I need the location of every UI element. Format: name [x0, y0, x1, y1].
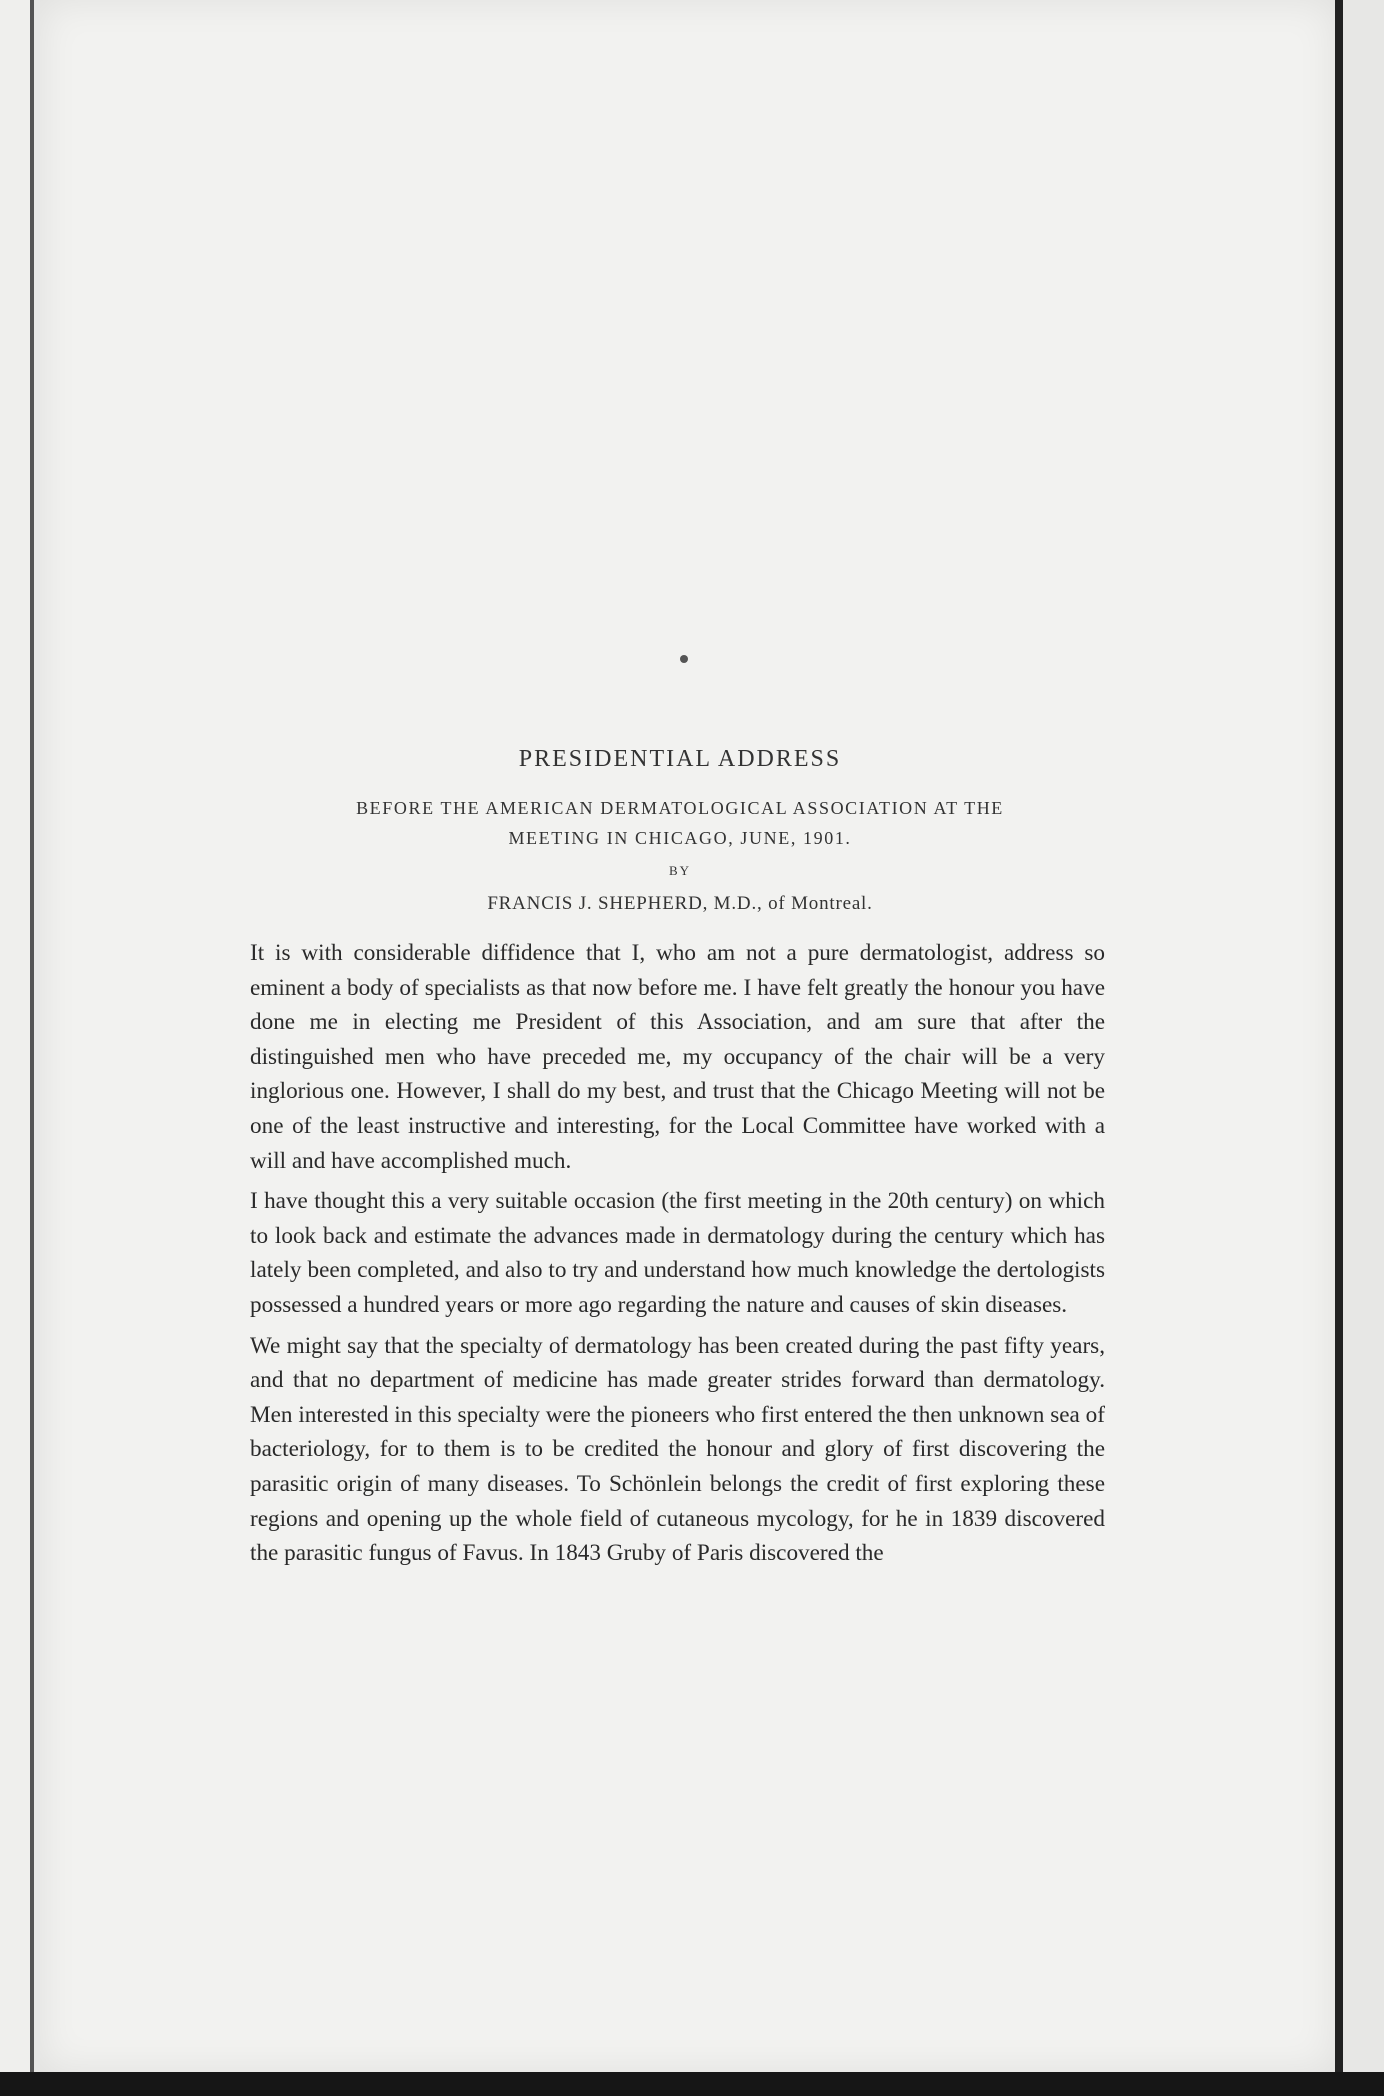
scan-left-border — [0, 0, 40, 2096]
paragraph-2: I have thought this a very suitable occasion (the first meeting in the 20th century) on which to look back and estimate the advances made in dermatology during the century which has lately been completed, and also to try and understand how much knowledge the dertologists possessed a hundred years or more ago regarding the nature and causes of skin diseases. — [250, 1188, 1105, 1318]
scan-bottom-border — [0, 2072, 1384, 2096]
scan-right-border — [1335, 0, 1384, 2096]
paragraph-3: We might say that the specialty of dermatology has been created during the past fifty years, and that no department of medicine has made greater strides forward than dermatology. Men interested in this specialty were the pioneers who first entered the then unknown sea of bacteriology, for to them is to be credited the honour and glory of first discovering the parasitic origin of many diseases. To Schönlein belongs the credit of first exploring these regions and opening up the whole field of cutaneous mycology, for he in 1839 discovered the parasitic fungus of Favus. In 1843 Gruby of Paris discovered the — [250, 1332, 1105, 1567]
address-body — [250, 936, 1105, 1571]
author-line: FRANCIS J. SHEPHERD, M.D., of Montreal. — [487, 893, 873, 914]
subtitle-line-2: MEETING IN CHICAGO, JUNE, 1901. — [508, 828, 852, 848]
subtitle-line-1: BEFORE THE AMERICAN DERMATOLOGICAL ASSOCIATION AT THE — [356, 798, 1004, 818]
ink-speck — [680, 655, 688, 663]
by-line: BY — [668, 863, 692, 878]
address-header — [240, 746, 1120, 915]
paragraph-1: It is with considerable diffidence that I, who am not a pure dermatologist, address so eminent a body of specialists as that now before me. I have felt greatly the honour you have done me in electing me President of this Association, and am sure that after the distinguished men who have preceded me, my occupancy of the chair will be a very inglorious one. However, I shall do my best, and trust that the Chicago Meeting will not be one of the least instructive and interesting, for the Local Committee have worked with a will and have accomplished much. — [250, 940, 1105, 1174]
address-title: PRESIDENTIAL ADDRESS — [518, 746, 842, 772]
